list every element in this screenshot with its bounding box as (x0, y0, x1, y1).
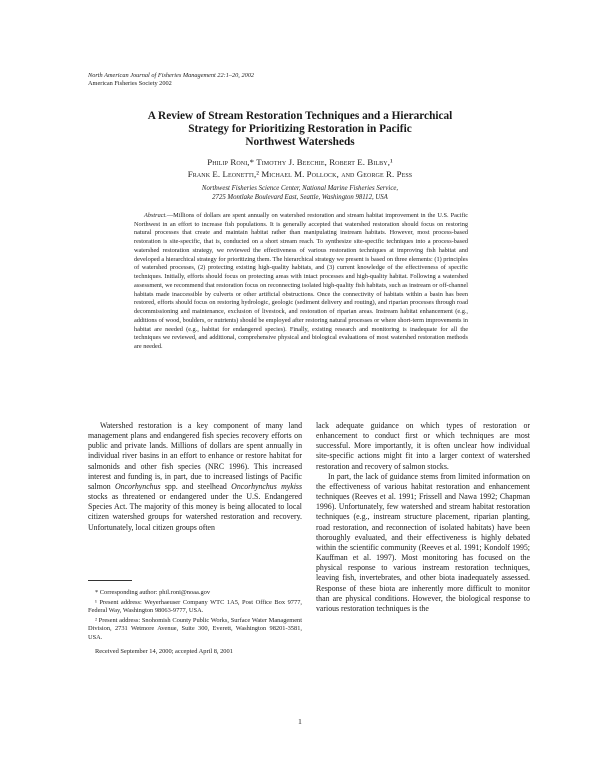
continued-paragraph: lack adequate guidance on which types of restoration or enhancement to conduct first or which techniques are most successful. More importantly, it is often unclear how individual site-specific actions might fit into a larger context of watershed restoration and recovery of salmon stocks. (316, 421, 530, 471)
abstract-paragraph (134, 212, 468, 352)
text-run: Watershed restoration is a key component of many land management plans and endangered fish species recovery efforts on public and private lands. Millions of dollars are spent annually in individual river basins in an effort to enhance or restore habitat for salmonids and other fish species (NRC 1996). This increased interest and funding is, in part, due to increased listings of Pacific salmon (88, 421, 302, 491)
footnotes (88, 589, 302, 658)
footnote-divider (88, 580, 132, 581)
intro-paragraph-2: In part, the lack of guidance stems from limited information on the effectiveness of various habitat restoration and enhancement techniques (Reeves et al. 1991; Frissell and Nawa 1992; Chapman 1996). Unfortunately, few watershed and stream habitat restoration techniques (e.g., instream structure placement, riparian planting, road restoration, and reconnection of isolated habitats) have been thoroughly evaluated, and their effectiveness is highly debated within the scientific community (Reeves et al. 1991; Kondolf 1995; Kauffman et al. 1997). Most monitoring has focused on the physical response to various instream restoration techniques, leaving fish, invertebrates, and other biota inadequately assessed. Response of these biota are inherently more difficult to monitor than are physical conditions. However, the biological response to various restoration techniques is the (316, 471, 530, 613)
abstract-text: —Millions of dollars are spent annually on watershed restoration and stream habitat improvement in the U.S. Pacific Northwest in an effort to increase fish populations. It is generally accepted that watershed restoration should focus on restoring natural processes that create and maintain habitat rather than manipulating instream habitats. However, most process-based restoration is site-specific, that is, conducted on a short stream reach. To synthesize site-specific techniques into a process-based watershed restoration strategy, we reviewed the effectiveness of various restoration techniques at improving fish habitat and developed a hierarchical strategy for prioritizing them. The hierarchical strategy we present is based on three elements: (1) principles of watershed processes, (2) protecting existing high-quality habitats, and (3) current knowledge of the effectiveness of specific techniques. Initially, efforts should focus on protecting areas with intact processes and high-quality habitat. Following a watershed assessment, we recommend that restoration focus on reconnecting isolated high-quality fish habitats, such as instream or off-channel habitats made inaccessible by culverts or other artificial obstructions. Once the connectivity of habitats within a basin has been restored, efforts should focus on restoring hydrologic, geologic (sediment delivery and routing), and riparian processes through road decommissioning and maintenance, exclusion of livestock, and restoration of riparian areas. Instream habitat enhancement (e.g., additions of wood, boulders, or nutrients) should be employed after restoring natural processes or where short-term improvements in habitat are needed (e.g., habitat for endangered species). Finally, existing research and monitoring is inadequate for all the techniques we reviewed, and additional, comprehensive physical and biological evaluations of most watershed restoration methods are needed. (134, 212, 468, 351)
species-name: Oncorhynchus mykiss (231, 481, 302, 491)
text-run: stocks as threatened or endangered under the U.S. Endangered Species Act. The majority of this money is being allocated to local citizen watershed groups for watershed restoration and recovery. Unfortunately, local citizen groups often (88, 492, 302, 532)
title-line-3: Northwest Watersheds (245, 136, 355, 149)
copyright-line: American Fisheries Society 2002 (88, 80, 172, 88)
body-column-left (88, 421, 302, 533)
journal-header (88, 72, 254, 89)
page-number: 1 (298, 717, 302, 726)
author-list (100, 157, 500, 181)
article-title (100, 110, 500, 150)
affiliation-line-1: Northwest Fisheries Science Center, National Marine Fisheries Service, (201, 185, 399, 192)
received-date: Received September 14, 2000; accepted April 8, 2001 (95, 647, 233, 655)
journal-citation: North American Journal of Fisheries Management 22:1–20, 2002 (88, 72, 255, 79)
title-line-2: Strategy for Prioritizing Restoration in Pacific (188, 123, 412, 136)
abstract-label: Abstract. (144, 212, 167, 219)
affiliation (100, 185, 500, 202)
text-run: spp. and steelhead (160, 481, 232, 491)
footnote-1: ¹ Present address: Weyerhaeuser Company WTC 1A5, Post Office Box 9777, Federal Way, Washington 98063-9777, USA. (88, 598, 302, 615)
corresponding-author-note: * Corresponding author: phil.roni@noaa.gov (95, 589, 211, 596)
species-name: Oncorhynchus (114, 481, 161, 491)
authors-line-1: Philip Roni,* Timothy J. Beechie, Robert E. Bilby,¹ (207, 157, 393, 167)
title-line-1: A Review of Stream Restoration Techniques and a Hierarchical (147, 110, 453, 122)
body-column-right (316, 421, 530, 614)
abstract (134, 212, 468, 352)
footnote-2: ² Present address: Snohomish County Public Works, Surface Water Management Division, 2731 Wetmore Avenue, Suite 300, Everett, Washington 98201-3581, USA. (88, 617, 302, 641)
affiliation-line-2: 2725 Montlake Boulevard East, Seattle, Washington 98112, USA (212, 193, 388, 201)
authors-line-2: Frank E. Leonetti,² Michael M. Pollock, and George R. Pess (187, 168, 413, 179)
intro-paragraph-1 (88, 421, 302, 533)
